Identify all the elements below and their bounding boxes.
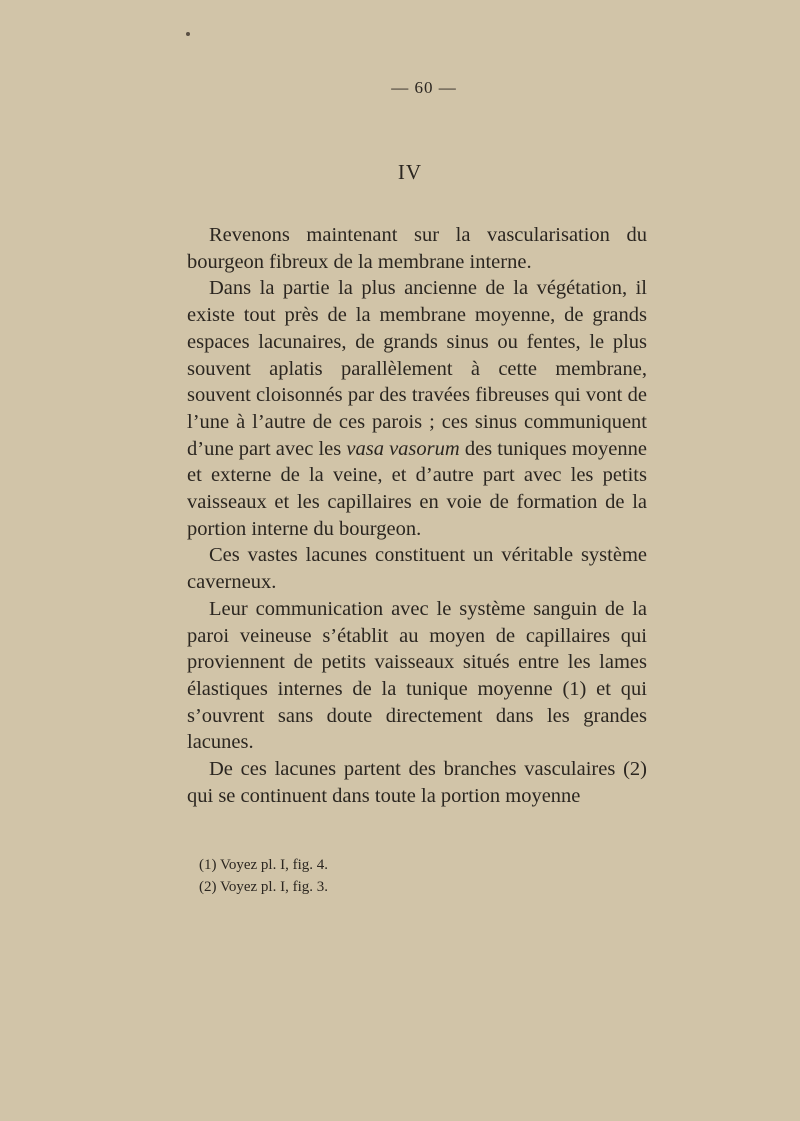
paragraph: Ces vastes lacunes constituent un véritable système caverneux. — [187, 544, 647, 594]
italic-term: vasa vasorum — [346, 437, 460, 460]
paragraph: Leur communication avec le système sanguin de la paroi veineuse s’établit au moyen de capillaires qui proviennent de petits vaisseaux situés entre les lames élastiques internes de la tunique moyenne (1) et qui s’ouvrent sans doute directement dans les grandes lacunes. — [187, 597, 647, 754]
paragraph — [187, 275, 647, 542]
section-heading: IV — [397, 160, 423, 184]
footnotes — [199, 854, 328, 898]
page-number: — 60 — — [391, 78, 457, 97]
footnote: (2) Voyez pl. I, fig. 3. — [199, 879, 329, 895]
paragraph-text: Dans la partie la plus ancienne de la végétation, il existe tout près de la membrane moyenne, de grands espaces lacunaires, de grands sinus ou fentes, le plus souvent aplatis parallèlement à cette membrane, souvent cloisonnés par des travées fibreuses qui vont de l’une à l’autre de ces parois ; ces sinus communiquent d’une part avec les — [187, 277, 647, 460]
body-text — [187, 222, 647, 809]
paragraph: Revenons maintenant sur la vascularisation du bourgeon fibreux de la membrane interne. — [187, 224, 647, 273]
paragraph: De ces lacunes partent des branches vasculaires (2) qui se continuent dans toute la portion moyenne — [187, 758, 647, 807]
footnote: (1) Voyez pl. I, fig. 4. — [199, 857, 329, 873]
ink-speck — [186, 32, 190, 36]
paragraph-text: des tuniques moyenne et externe de la veine, et d’autre part avec les petits vaisseaux et les capillaires en voie de formation de la portion interne du bourgeon. — [187, 437, 648, 540]
